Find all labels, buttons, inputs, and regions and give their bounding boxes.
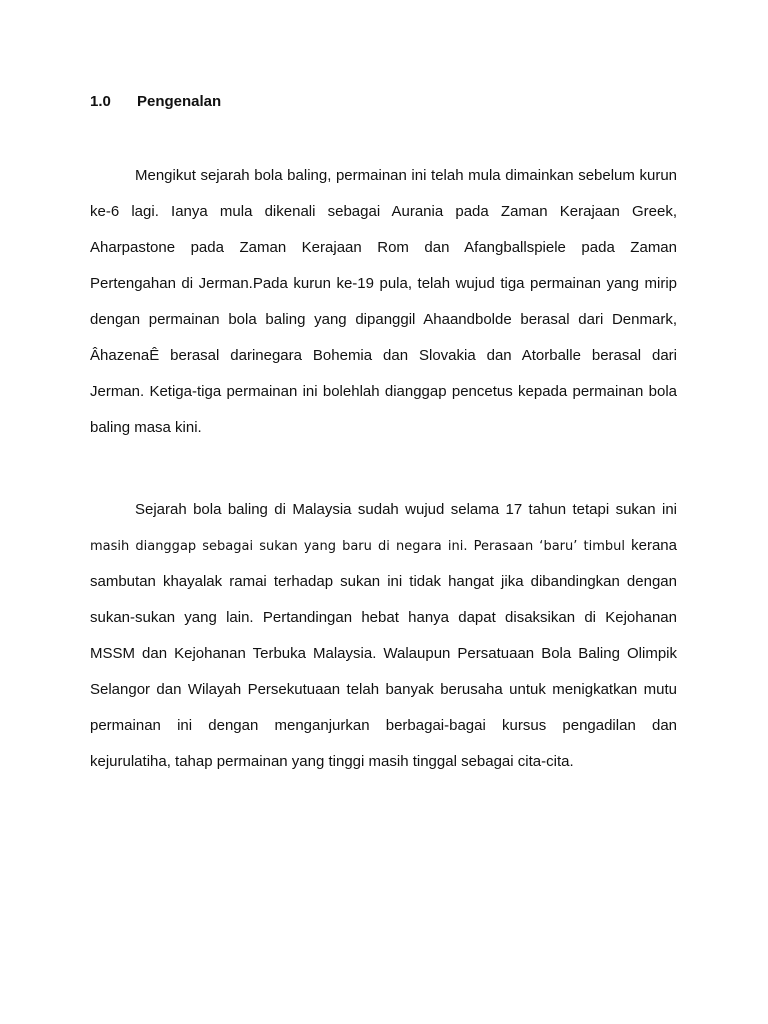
paragraph-line: sukan-sukan yang lain. Pertandingan hebat hanya dapat disaksikan di Kejohanan (90, 609, 677, 626)
paragraph-line: Selangor dan Wilayah Persekutuaan telah banyak berusaha untuk menigkatkan mutu (90, 681, 677, 698)
section-heading (90, 92, 221, 112)
paragraph-line: MSSM dan Kejohanan Terbuka Malaysia. Walaupun Persatuaan Bola Baling Olimpik (90, 645, 677, 662)
paragraph-line: Mengikut sejarah bola baling, permainan ini telah mula dimainkan sebelum kurun (135, 167, 677, 184)
paragraph-malaysia (90, 500, 677, 788)
paragraph-line: ke-6 lagi. Ianya mula dikenali sebagai Aurania pada Zaman Kerajaan Greek, (90, 203, 677, 220)
paragraph-line: Pertengahan di Jerman.Pada kurun ke-19 pula, telah wujud tiga permainan yang mirip (90, 275, 677, 292)
alt-font-text: masih dianggap sebagai sukan yang baru di negara ini. Perasaan ‘baru’ timbul (90, 539, 625, 554)
paragraph-line: Aharpastone pada Zaman Kerajaan Rom dan Afangballspiele pada Zaman (90, 239, 677, 256)
paragraph-history (90, 166, 677, 454)
paragraph-line: Sejarah bola baling di Malaysia sudah wujud selama 17 tahun tetapi sukan ini (135, 501, 677, 518)
paragraph-line-mixed-font (90, 536, 677, 572)
paragraph-line: ÂhazenaÊ berasal darinegara Bohemia dan Slovakia dan Atorballe berasal dari (90, 347, 677, 364)
section-title: Pengenalan (137, 93, 222, 110)
paragraph-line: baling masa kini. (90, 419, 202, 436)
paragraph-line: dengan permainan bola baling yang dipanggil Ahaandbolde berasal dari Denmark, (90, 311, 677, 328)
paragraph-text: kerana (624, 537, 677, 554)
paragraph-line: Jerman. Ketiga-tiga permainan ini bolehlah dianggap pencetus kepada permainan bola (90, 383, 677, 400)
section-number: 1.0 (90, 93, 111, 110)
paragraph-line: sambutan khayalak ramai terhadap sukan ini tidak hangat jika dibandingkan dengan (90, 573, 677, 590)
paragraph-line: permainan ini dengan menganjurkan berbagai-bagai kursus pengadilan dan (90, 717, 677, 734)
paragraph-line: kejurulatiha, tahap permainan yang tinggi masih tinggal sebagai cita-cita. (90, 753, 574, 770)
